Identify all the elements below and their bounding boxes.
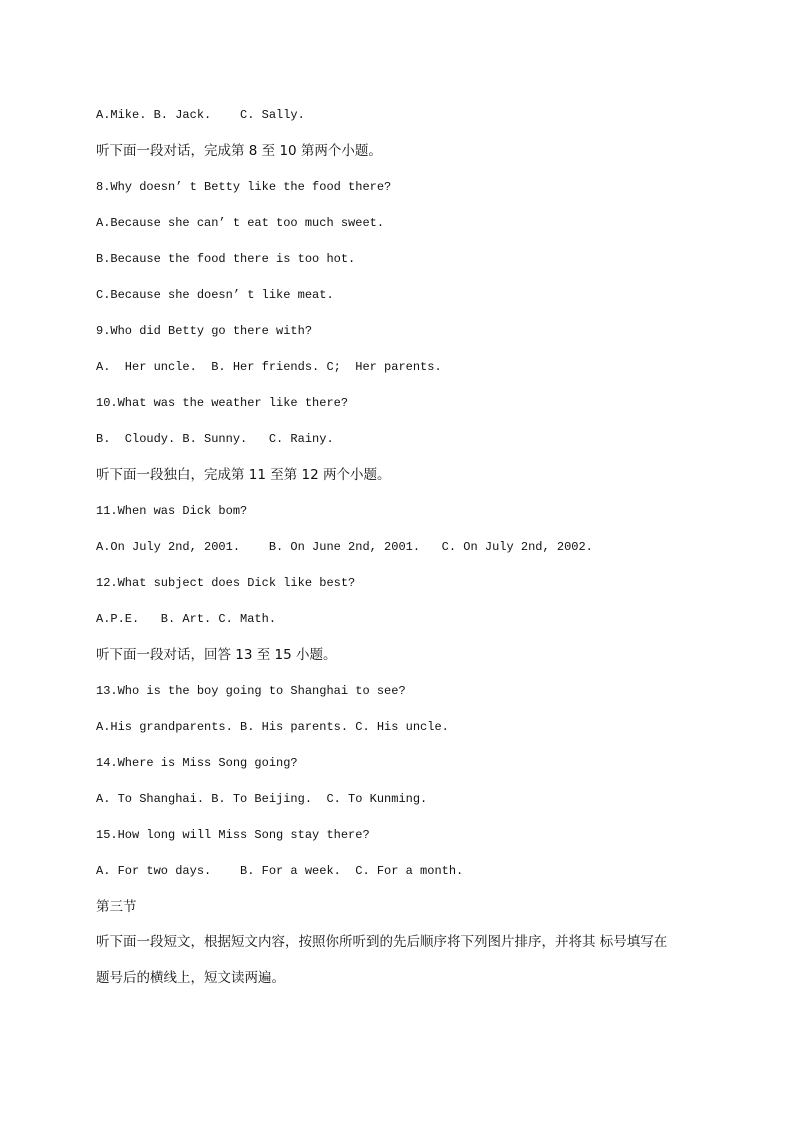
q7-options: A.Mike. B. Jack. C. Sally. [96,108,305,122]
q14-question: 14.Where is Miss Song going? [96,756,298,770]
q8-option-c: C.Because she doesn’ t like meat. [96,288,334,302]
q10-question: 10.What was the weather like there? [96,396,349,410]
section-heading-part3: 第三节 [96,899,137,915]
q10-options: B. Cloudy. B. Sunny. C. Rainy. [96,432,334,446]
q9-question: 9.Who did Betty go there with? [96,324,313,338]
section-instruction-q8-10: 听下面一段对话，完成第 8 至 10 第两个小题。 [96,143,382,159]
q11-question: 11.When was Dick bom? [96,504,248,518]
q8-option-a: A.Because she can’ t eat too much sweet. [96,216,385,230]
q14-options: A. To Shanghai. B. To Beijing. C. To Kunming. [96,792,428,806]
q15-question: 15.How long will Miss Song stay there? [96,828,370,842]
part3-instruction-line1: 听下面一段短文，根据短文内容，按照你所听到的先后顺序将下列图片排序，并将其 标号填写在 [96,934,668,950]
section-instruction-q11-12: 听下面一段独白，完成第 11 至第 12 两个小题。 [96,467,391,483]
q15-options: A. For two days. B. For a week. C. For a month. [96,864,464,878]
q12-question: 12.What subject does Dick like best? [96,576,356,590]
q13-options: A.His grandparents. B. His parents. C. His uncle. [96,720,449,734]
q8-option-b: B.Because the food there is too hot. [96,252,356,266]
section-instruction-q13-15: 听下面一段对话，回答 13 至 15 小题。 [96,647,337,663]
q8-question: 8.Why doesn’ t Betty like the food there? [96,180,392,194]
q11-options: A.On July 2nd, 2001. B. On June 2nd, 2001. C. On July 2nd, 2002. [96,540,593,554]
q9-options: A. Her uncle. B. Her friends. C; Her parents. [96,360,442,374]
q13-question: 13.Who is the boy going to Shanghai to see? [96,684,406,698]
q12-options: A.P.E. B. Art. C. Math. [96,612,277,626]
part3-instruction-line2: 题号后的横线上，短文读两遍。 [96,970,285,986]
